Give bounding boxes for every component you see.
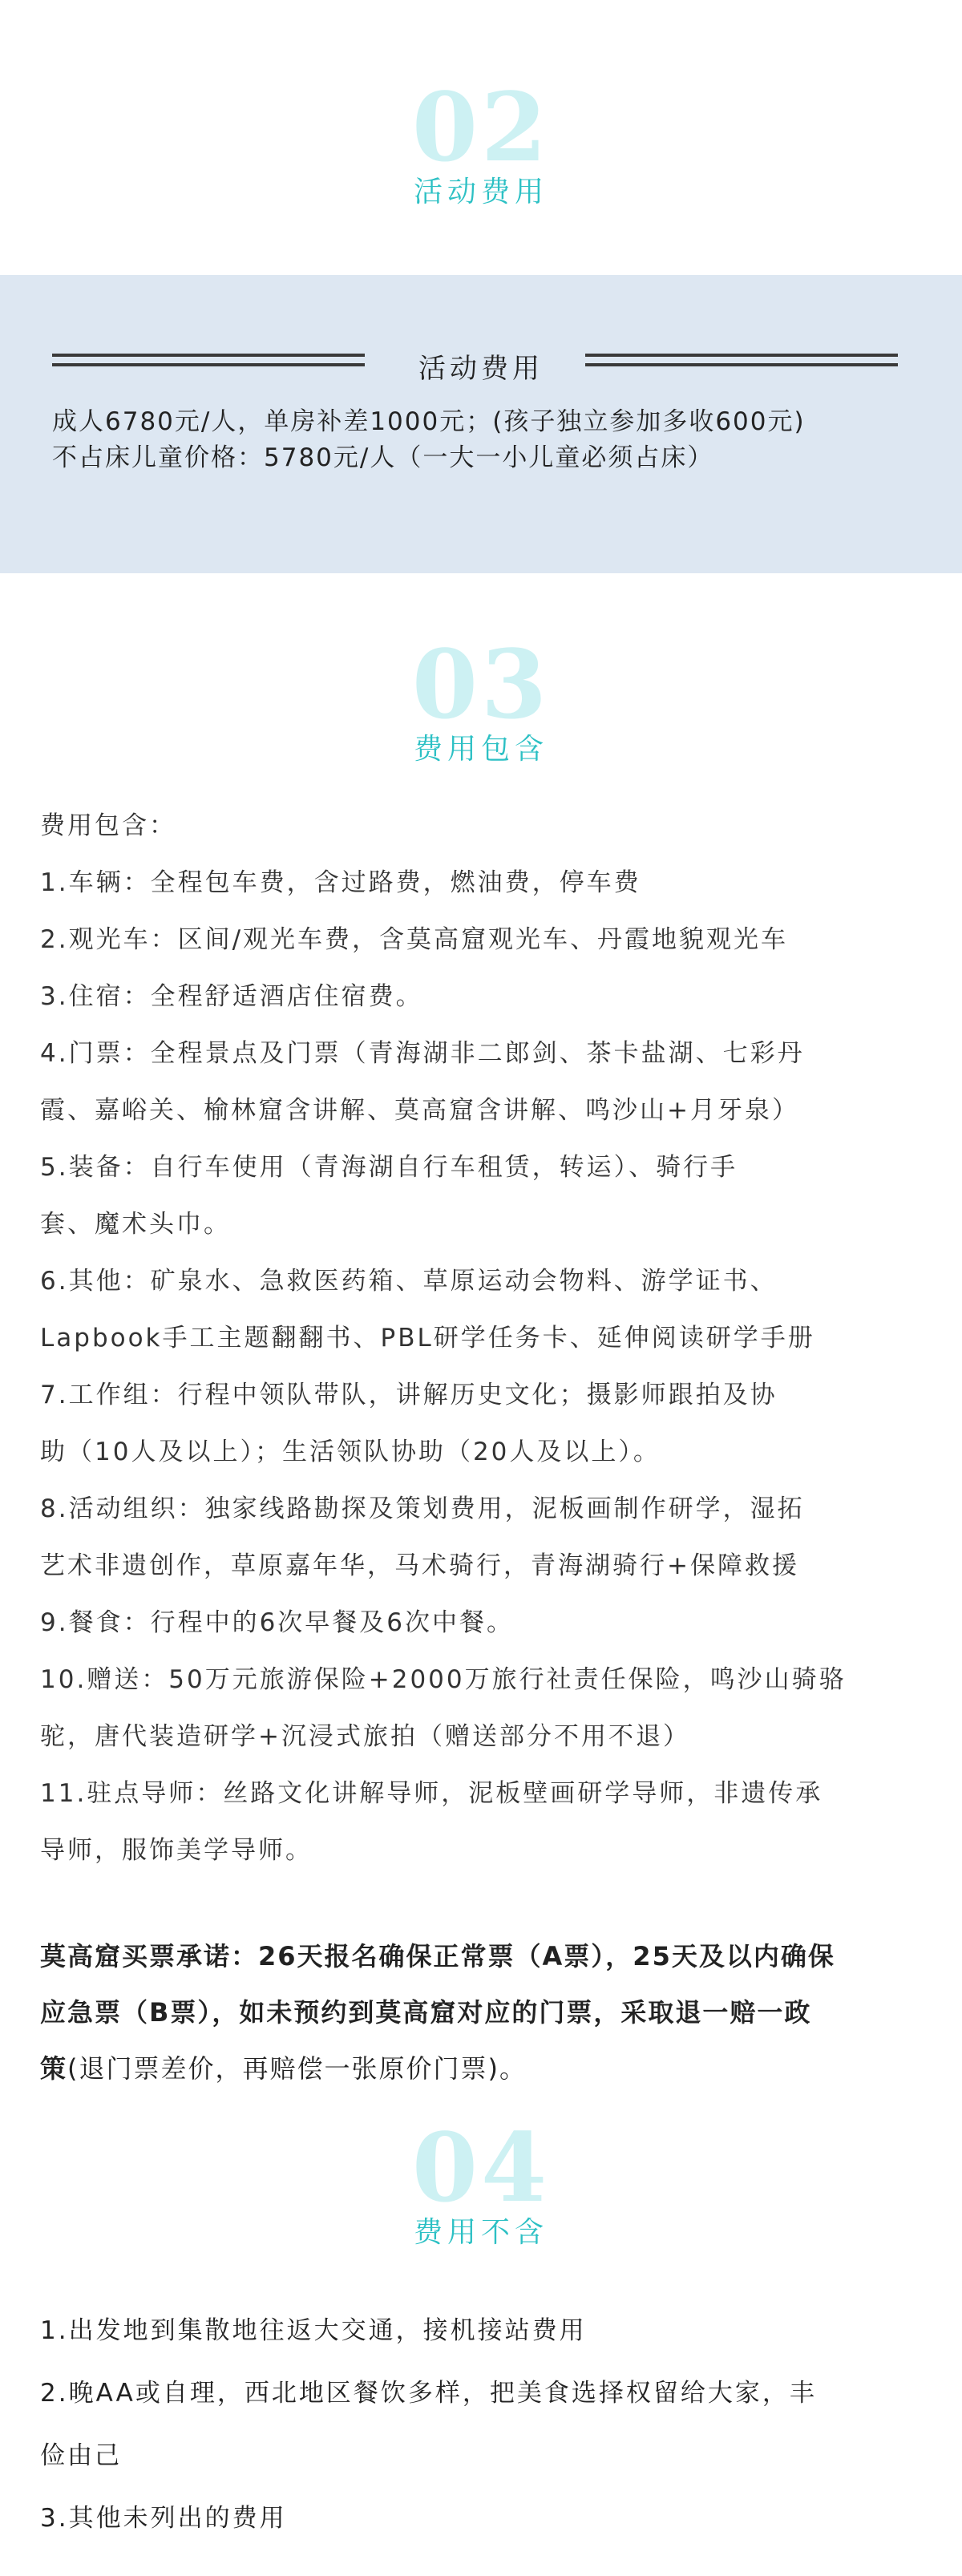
notice-line <box>40 1928 922 1984</box>
list-item: 6.其他：矿泉水、急救医药箱、草原运动会物料、游学证书、 <box>40 1267 778 1296</box>
section-number: 02 <box>411 71 551 183</box>
list-item: 10.赠送：50万元旅游保险+2000万旅行社责任保险，鸣沙山骑骆 <box>40 1665 847 1694</box>
section-title: 费用不含 <box>413 2216 548 2249</box>
section-03-header <box>0 629 962 767</box>
list-item: 2.观光车：区间/观光车费，含莫高窟观光车、丹霞地貌观光车 <box>40 925 789 954</box>
list-item: Lapbook手工主题翻翻书、PBL研学任务卡、延伸阅读研学手册 <box>40 1324 815 1353</box>
list-item: 霞、嘉峪关、榆林窟含讲解、莫高窟含讲解、鸣沙山+月牙泉） <box>40 1096 799 1125</box>
list-item: 1.车辆：全程包车费，含过路费，燃油费，停车费 <box>40 868 641 897</box>
notice-plain-text: (退门票差价，再赔偿一张原价门票)。 <box>67 2053 527 2084</box>
list-item: 1.出发地到集散地往返大交通，接机接站费用 <box>40 2316 587 2345</box>
notice-line <box>40 2040 922 2097</box>
section-title: 活动费用 <box>413 176 548 208</box>
notice-line <box>40 1984 922 2040</box>
excluded-list <box>40 2299 922 2550</box>
list-item: 套、魔术头巾。 <box>40 1210 231 1239</box>
list-item: 俭由己 <box>40 2441 122 2470</box>
adult-price-text: 成人6780元/人，单房补差1000元；(孩子独立参加多收600元) <box>52 407 806 436</box>
section-number: 04 <box>411 2112 551 2223</box>
list-item: 5.装备：自行车使用（青海湖自行车租赁，转运）、骑行手 <box>40 1153 738 1182</box>
section-number: 03 <box>411 629 551 740</box>
list-item: 助（10人及以上）；生活领队协助（20人及以上）。 <box>40 1438 661 1466</box>
list-item: 9.餐食：行程中的6次早餐及6次中餐。 <box>40 1608 515 1637</box>
included-heading: 费用包含： <box>40 811 176 840</box>
notice-bold-text: 莫高窟买票承诺：26天报名确保正常票（A票），25天及以内确保 <box>40 1941 835 1971</box>
notice-bold-text: 策 <box>40 2053 68 2084</box>
section-02-header <box>0 71 962 210</box>
section-title: 费用包含 <box>413 733 548 766</box>
decorative-lines-left <box>52 354 365 378</box>
list-item: 艺术非遗创作，草原嘉年华，马术骑行，青海湖骑行+保障救援 <box>40 1551 799 1580</box>
list-item: 3.其他未列出的费用 <box>40 2504 287 2533</box>
ticket-guarantee-notice <box>40 1928 922 2097</box>
included-list <box>40 798 922 1879</box>
list-item: 导师，服饰美学导师。 <box>40 1836 313 1865</box>
list-item: 驼，唐代装造研学+沉浸式旅拍（赠送部分不用不退） <box>40 1722 690 1751</box>
notice-bold-text: 应急票（B票），如未预约到莫高窟对应的门票，采取退一赔一政 <box>40 1997 812 2028</box>
list-item: 4.门票：全程景点及门票（青海湖非二郎剑、茶卡盐湖、七彩丹 <box>40 1039 805 1068</box>
fee-band-title: 活动费用 <box>418 353 544 385</box>
list-item: 7.工作组：行程中领队带队，讲解历史文化；摄影师跟拍及协 <box>40 1381 778 1409</box>
child-price-text: 不占床儿童价格：5780元/人（一大一小儿童必须占床） <box>52 443 714 472</box>
list-item: 2.晚AA或自理，西北地区餐饮多样，把美食选择权留给大家，丰 <box>40 2379 817 2408</box>
decorative-lines-right <box>585 354 898 378</box>
section-04-header <box>0 2112 962 2250</box>
list-item: 11.驻点导师：丝路文化讲解导师，泥板壁画研学导师，非遗传承 <box>40 1779 823 1808</box>
list-item: 8.活动组织：独家线路勘探及策划费用，泥板画制作研学，湿拓 <box>40 1494 805 1523</box>
list-item: 3.住宿：全程舒适酒店住宿费。 <box>40 982 423 1011</box>
